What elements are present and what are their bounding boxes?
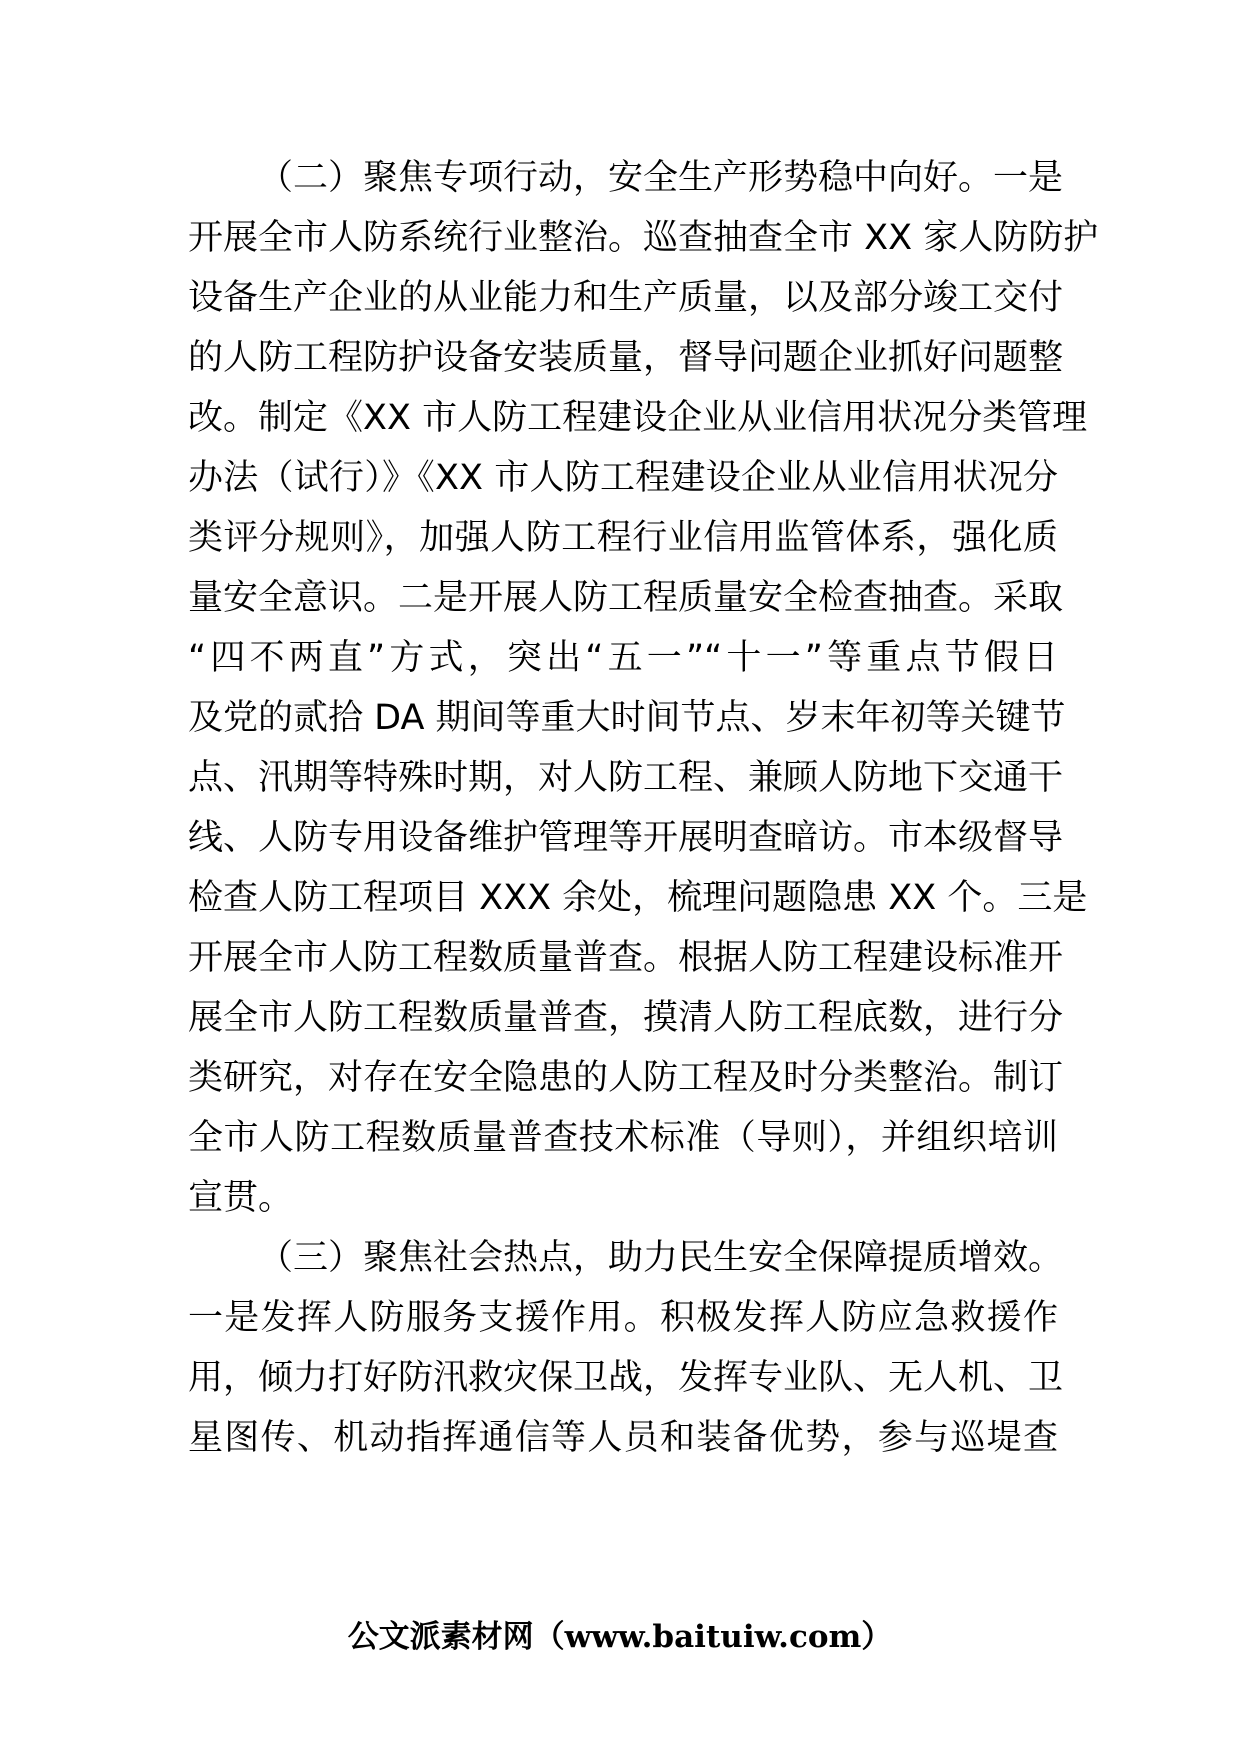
- paragraph-line: 宣贯。: [188, 1178, 294, 1218]
- paragraph-line: 及党的贰拾 DA 期间等重大时间节点、岁末年初等关键节: [188, 698, 1066, 738]
- paragraph-line: 设备生产企业的从业能力和生产质量，以及部分竣工交付: [188, 278, 1064, 318]
- paragraph-line: 类研究，对存在安全隐患的人防工程及时分类整治。制订: [188, 1058, 1064, 1098]
- paragraph-line: 改。制定《XX 市人防工程建设企业从业信用状况分类管理: [188, 398, 1088, 438]
- paragraph-line: 检查人防工程项目 XXX 余处，梳理问题隐患 XX 个。三是: [188, 878, 1088, 918]
- paragraph-line: 一是发挥人防服务支援作用。积极发挥人防应急救援作: [188, 1298, 1058, 1338]
- paragraph-line: （二）聚焦专项行动，安全生产形势稳中向好。一是: [258, 158, 1064, 198]
- paragraph-line: 点、汛期等特殊时期，对人防工程、兼顾人防地下交通干: [188, 758, 1064, 798]
- paragraph-line: 线、人防专用设备维护管理等开展明查暗访。市本级督导: [188, 818, 1064, 858]
- paragraph-line: 用，倾力打好防汛救灾保卫战，发挥专业队、无人机、卫: [188, 1358, 1064, 1398]
- paragraph-line: 类评分规则》，加强人防工程行业信用监管体系，强化质: [188, 518, 1058, 558]
- paragraph-line: “四不两直”方式，突出“五一”“十一”等重点节假日: [188, 638, 1058, 678]
- paragraph-line: 量安全意识。二是开展人防工程质量安全检查抽查。采取: [188, 578, 1064, 618]
- paragraph-line: 办法（试行）》《XX 市人防工程建设企业从业信用状况分: [188, 458, 1058, 498]
- paragraph-line: 的人防工程防护设备安装质量，督导问题企业抓好问题整: [188, 338, 1064, 378]
- paragraph-line: 展全市人防工程数质量普查，摸清人防工程底数，进行分: [188, 998, 1064, 1038]
- paragraph-line: 开展全市人防系统行业整治。巡查抽查全市 XX 家人防防护: [188, 218, 1099, 258]
- paragraph-line: （三）聚焦社会热点，助力民生安全保障提质增效。: [258, 1238, 1064, 1278]
- footer-watermark: 公文派素材网（www.baituiw.com）: [347, 1619, 893, 1655]
- paragraph-line: 星图传、机动指挥通信等人员和装备优势，参与巡堤查: [188, 1418, 1058, 1458]
- paragraph-line: 开展全市人防工程数质量普查。根据人防工程建设标准开: [188, 938, 1064, 978]
- paragraph-line: 全市人防工程数质量普查技术标准（导则），并组织培训: [188, 1118, 1058, 1158]
